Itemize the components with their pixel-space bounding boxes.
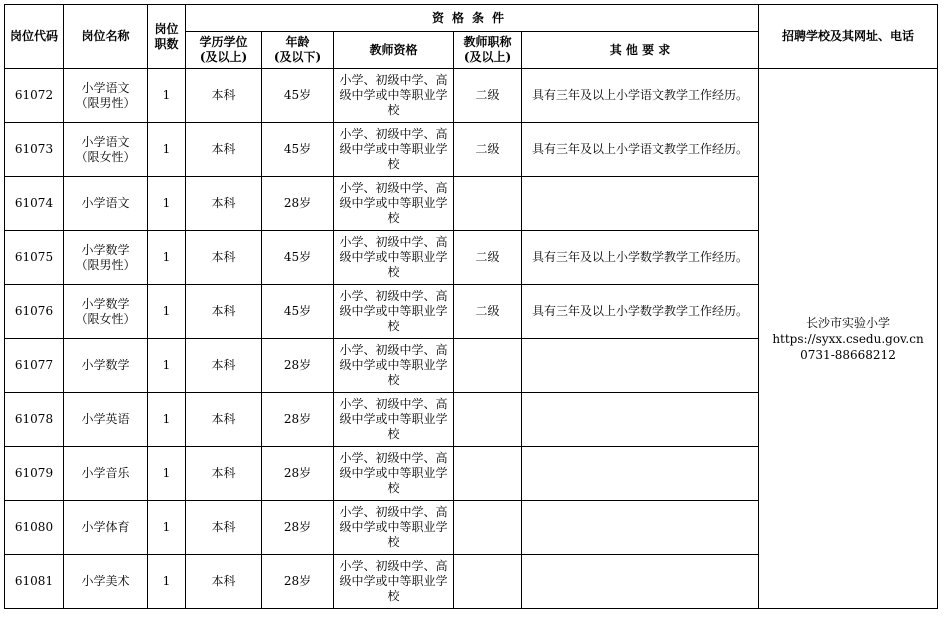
cell-title: 二级 bbox=[454, 231, 522, 285]
cell-title bbox=[454, 555, 522, 609]
cell-code: 61073 bbox=[5, 123, 64, 177]
cell-other bbox=[522, 501, 759, 555]
cell-age: 28岁 bbox=[262, 555, 334, 609]
cell-other: 具有三年及以上小学语文教学工作经历。 bbox=[522, 69, 759, 123]
table-row bbox=[5, 69, 938, 123]
cell-count: 1 bbox=[148, 285, 186, 339]
cell-cert-line1: 小学、初级中学、高 bbox=[339, 397, 448, 411]
cell-cert bbox=[334, 177, 454, 231]
header-other: 其 他 要 求 bbox=[522, 32, 759, 69]
cell-name bbox=[64, 339, 148, 393]
cell-name-line1: 小学语文 bbox=[81, 196, 130, 210]
cell-name-line1: 小学语文 bbox=[81, 80, 130, 95]
cell-school bbox=[759, 69, 938, 609]
cell-name bbox=[64, 501, 148, 555]
school-phone: 0731-88668212 bbox=[800, 347, 896, 362]
cell-cert-line2: 级中学或中等职业学 bbox=[339, 142, 448, 156]
cell-name-line1: 小学数学 bbox=[81, 242, 130, 257]
header-education-line1: 学历学位 bbox=[199, 35, 248, 49]
header-row-top bbox=[5, 5, 938, 32]
header-code: 岗位代码 bbox=[5, 5, 64, 69]
cell-other bbox=[522, 393, 759, 447]
cell-age: 28岁 bbox=[262, 501, 334, 555]
cell-name-line2: （限男性） bbox=[75, 257, 136, 272]
table-body bbox=[5, 69, 938, 609]
cell-name bbox=[64, 177, 148, 231]
cell-education: 本科 bbox=[186, 231, 262, 285]
cell-cert-line3: 校 bbox=[387, 211, 400, 225]
cell-cert-line1: 小学、初级中学、高 bbox=[339, 235, 448, 249]
cell-name bbox=[64, 69, 148, 123]
cell-cert-line1: 小学、初级中学、高 bbox=[339, 343, 448, 357]
cell-count: 1 bbox=[148, 555, 186, 609]
cell-cert-line3: 校 bbox=[387, 157, 400, 171]
cell-cert-line1: 小学、初级中学、高 bbox=[339, 451, 448, 465]
cell-other: 具有三年及以上小学语文教学工作经历。 bbox=[522, 123, 759, 177]
cell-other bbox=[522, 447, 759, 501]
cell-education: 本科 bbox=[186, 447, 262, 501]
cell-cert-line1: 小学、初级中学、高 bbox=[339, 505, 448, 519]
cell-code: 61075 bbox=[5, 231, 64, 285]
header-cert: 教师资格 bbox=[334, 32, 454, 69]
header-title-line1: 教师职称 bbox=[463, 35, 512, 49]
cell-name bbox=[64, 285, 148, 339]
cell-age: 45岁 bbox=[262, 285, 334, 339]
cell-cert-line1: 小学、初级中学、高 bbox=[339, 73, 448, 87]
cell-name-line1: 小学数学 bbox=[81, 296, 130, 311]
header-age bbox=[262, 32, 334, 69]
header-title bbox=[454, 32, 522, 69]
cell-title bbox=[454, 177, 522, 231]
cell-cert-line3: 校 bbox=[387, 481, 400, 495]
header-age-line2: (及以下) bbox=[273, 50, 322, 64]
cell-count: 1 bbox=[148, 393, 186, 447]
cell-count: 1 bbox=[148, 123, 186, 177]
cell-name bbox=[64, 231, 148, 285]
cell-title: 二级 bbox=[454, 123, 522, 177]
cell-name bbox=[64, 393, 148, 447]
cell-name-line2: （限女性） bbox=[75, 311, 136, 326]
cell-cert-line1: 小学、初级中学、高 bbox=[339, 181, 448, 195]
cell-name-line1: 小学语文 bbox=[81, 134, 130, 149]
cell-age: 45岁 bbox=[262, 69, 334, 123]
cell-cert-line2: 级中学或中等职业学 bbox=[339, 250, 448, 264]
cell-cert bbox=[334, 339, 454, 393]
cell-name-line2: （限男性） bbox=[75, 95, 136, 110]
header-education-line2: (及以上) bbox=[199, 50, 248, 64]
recruitment-table bbox=[4, 4, 938, 609]
cell-other: 具有三年及以上小学数学教学工作经历。 bbox=[522, 231, 759, 285]
cell-cert-line2: 级中学或中等职业学 bbox=[339, 520, 448, 534]
school-url: https://syxx.csedu.gov.cn bbox=[772, 331, 924, 346]
cell-title bbox=[454, 447, 522, 501]
cell-cert-line3: 校 bbox=[387, 373, 400, 387]
header-education bbox=[186, 32, 262, 69]
cell-age: 28岁 bbox=[262, 447, 334, 501]
cell-count: 1 bbox=[148, 339, 186, 393]
cell-cert-line3: 校 bbox=[387, 427, 400, 441]
header-school: 招聘学校及其网址、电话 bbox=[759, 5, 938, 69]
header-conditions: 资格条件 bbox=[186, 5, 759, 32]
cell-education: 本科 bbox=[186, 555, 262, 609]
cell-cert-line1: 小学、初级中学、高 bbox=[339, 289, 448, 303]
cell-count: 1 bbox=[148, 177, 186, 231]
cell-name-line1: 小学美术 bbox=[81, 574, 130, 588]
cell-cert-line3: 校 bbox=[387, 319, 400, 333]
header-title-line2: (及以上) bbox=[463, 50, 512, 64]
cell-education: 本科 bbox=[186, 285, 262, 339]
cell-code: 61077 bbox=[5, 339, 64, 393]
cell-count: 1 bbox=[148, 447, 186, 501]
cell-cert-line2: 级中学或中等职业学 bbox=[339, 574, 448, 588]
cell-name-line1: 小学音乐 bbox=[81, 466, 130, 480]
cell-title: 二级 bbox=[454, 69, 522, 123]
cell-cert bbox=[334, 69, 454, 123]
cell-education: 本科 bbox=[186, 123, 262, 177]
cell-education: 本科 bbox=[186, 339, 262, 393]
cell-cert-line1: 小学、初级中学、高 bbox=[339, 127, 448, 141]
cell-cert-line2: 级中学或中等职业学 bbox=[339, 412, 448, 426]
cell-cert bbox=[334, 555, 454, 609]
cell-cert-line3: 校 bbox=[387, 103, 400, 117]
cell-age: 28岁 bbox=[262, 177, 334, 231]
cell-cert-line2: 级中学或中等职业学 bbox=[339, 196, 448, 210]
cell-cert bbox=[334, 393, 454, 447]
cell-title bbox=[454, 339, 522, 393]
cell-cert-line3: 校 bbox=[387, 265, 400, 279]
header-count-line2: 职数 bbox=[154, 36, 179, 51]
cell-cert-line2: 级中学或中等职业学 bbox=[339, 358, 448, 372]
header-count-line1: 岗位 bbox=[154, 21, 179, 36]
cell-name-line1: 小学英语 bbox=[81, 412, 130, 426]
cell-title: 二级 bbox=[454, 285, 522, 339]
cell-name bbox=[64, 447, 148, 501]
cell-other: 具有三年及以上小学数学教学工作经历。 bbox=[522, 285, 759, 339]
cell-code: 61078 bbox=[5, 393, 64, 447]
table-header bbox=[5, 5, 938, 69]
cell-cert bbox=[334, 447, 454, 501]
header-age-line1: 年龄 bbox=[285, 35, 310, 49]
cell-cert-line2: 级中学或中等职业学 bbox=[339, 304, 448, 318]
cell-code: 61080 bbox=[5, 501, 64, 555]
cell-cert-line1: 小学、初级中学、高 bbox=[339, 559, 448, 573]
cell-cert bbox=[334, 501, 454, 555]
cell-count: 1 bbox=[148, 231, 186, 285]
cell-code: 61074 bbox=[5, 177, 64, 231]
cell-cert-line3: 校 bbox=[387, 535, 400, 549]
cell-code: 61072 bbox=[5, 69, 64, 123]
cell-age: 28岁 bbox=[262, 339, 334, 393]
cell-count: 1 bbox=[148, 69, 186, 123]
cell-age: 28岁 bbox=[262, 393, 334, 447]
cell-name-line2: （限女性） bbox=[75, 149, 136, 164]
cell-education: 本科 bbox=[186, 177, 262, 231]
cell-code: 61079 bbox=[5, 447, 64, 501]
school-name: 长沙市实验小学 bbox=[805, 315, 890, 330]
cell-title bbox=[454, 501, 522, 555]
cell-age: 45岁 bbox=[262, 123, 334, 177]
cell-other bbox=[522, 339, 759, 393]
cell-cert-line2: 级中学或中等职业学 bbox=[339, 88, 448, 102]
header-count bbox=[148, 5, 186, 69]
cell-cert-line3: 校 bbox=[387, 589, 400, 603]
cell-code: 61081 bbox=[5, 555, 64, 609]
cell-other bbox=[522, 555, 759, 609]
cell-cert bbox=[334, 285, 454, 339]
cell-other bbox=[522, 177, 759, 231]
header-name: 岗位名称 bbox=[64, 5, 148, 69]
cell-code: 61076 bbox=[5, 285, 64, 339]
cell-name bbox=[64, 555, 148, 609]
cell-cert bbox=[334, 123, 454, 177]
cell-education: 本科 bbox=[186, 501, 262, 555]
cell-cert bbox=[334, 231, 454, 285]
cell-cert-line2: 级中学或中等职业学 bbox=[339, 466, 448, 480]
cell-age: 45岁 bbox=[262, 231, 334, 285]
cell-count: 1 bbox=[148, 501, 186, 555]
cell-title bbox=[454, 393, 522, 447]
cell-name bbox=[64, 123, 148, 177]
cell-name-line1: 小学数学 bbox=[81, 358, 130, 372]
cell-education: 本科 bbox=[186, 69, 262, 123]
cell-name-line1: 小学体育 bbox=[81, 520, 130, 534]
cell-education: 本科 bbox=[186, 393, 262, 447]
